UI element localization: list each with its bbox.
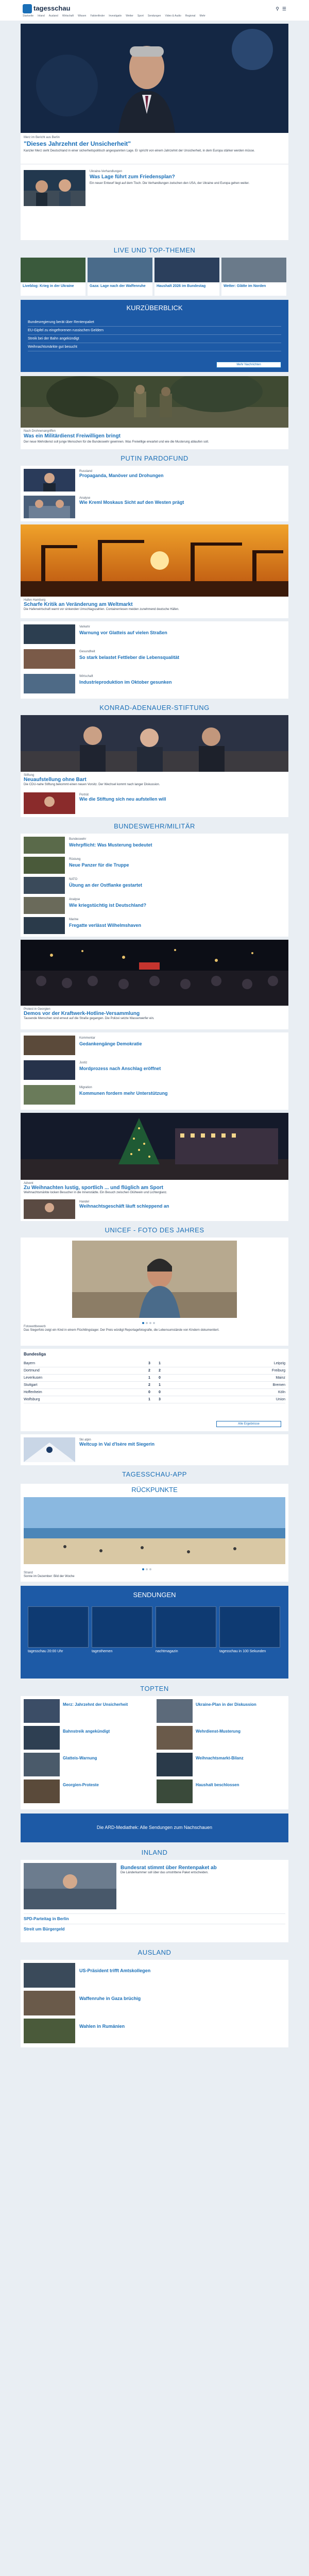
- live-strip: [21, 258, 288, 296]
- list2-title[interactable]: Kommunen fordern mehr Unterstützung: [79, 1091, 168, 1096]
- list2-kicker: Migration: [79, 1086, 92, 1089]
- send-item[interactable]: [219, 1606, 280, 1668]
- port-text: Die Hafenwirtschaft warnt vor sinkenden Umschlagszahlen. Containerriesen meiden zunehmend deutsche Häfen.: [24, 608, 179, 611]
- football-row[interactable]: [24, 1389, 285, 1396]
- live-item[interactable]: [221, 258, 286, 296]
- send-item[interactable]: [28, 1606, 89, 1668]
- sport-news-title[interactable]: Weltcup in Val d'Isère mit Siegerin: [79, 1442, 155, 1447]
- list2-image[interactable]: [24, 1060, 75, 1080]
- banner-text: Die ARD-Mediathek: Alle Sendungen zum Nachschauen: [96, 1825, 213, 1830]
- live-item-title[interactable]: Haushalt 2026 im Bundestag: [157, 284, 206, 288]
- port-card: [21, 524, 288, 618]
- inland-item[interactable]: SPD-Parteitag in Berlin: [24, 1913, 285, 1924]
- send-item[interactable]: [92, 1606, 152, 1668]
- header-icons: [276, 6, 286, 12]
- football-home: Hoffenheim: [24, 1391, 42, 1394]
- bw-list: [21, 834, 288, 937]
- football-home: Stuttgart: [24, 1383, 38, 1387]
- lead2-card: [21, 376, 288, 449]
- football-row[interactable]: [24, 1382, 285, 1389]
- football-ag: 3: [159, 1398, 161, 1401]
- xmas-kicker: Advent: [24, 1182, 33, 1185]
- putin1-image[interactable]: [24, 469, 75, 492]
- kas-sub-title[interactable]: Wie die Stiftung sich neu aufstellen will: [79, 796, 166, 802]
- nav-item[interactable]: Wissen: [78, 14, 87, 18]
- demo-card: [21, 940, 288, 1029]
- rueck-kicker: Strand: [24, 1571, 33, 1574]
- rueck-title: RÜCKPUNKTE: [131, 1486, 178, 1494]
- football-home: Bayern: [24, 1362, 36, 1365]
- send-panel: [21, 1586, 288, 1679]
- topten-image[interactable]: [24, 1726, 60, 1750]
- demo-image[interactable]: [21, 940, 288, 1006]
- xmassub-kicker: Handel: [79, 1200, 90, 1204]
- sport-news: [21, 1434, 288, 1465]
- topten-title[interactable]: Georgien-Proteste: [63, 1783, 99, 1787]
- demo-title[interactable]: Demos vor der Kraftwerk-Hotline-Versammlung: [24, 1011, 140, 1016]
- football-hg: 0: [148, 1391, 150, 1394]
- nav-item[interactable]: Regional: [185, 14, 196, 18]
- kurz-item[interactable]: Bundesregierung berät über Rentenpaket: [28, 318, 281, 327]
- list1-kicker: Verkehr: [79, 625, 90, 629]
- inland-image[interactable]: [24, 1863, 116, 1909]
- kas-image[interactable]: [21, 715, 288, 772]
- rueck-image[interactable]: [24, 1497, 285, 1564]
- kas-text: Die CDU-nahe Stiftung bekommt einen neuen Vorsitz. Der Wechsel kommt nach langer Diskussion.: [24, 783, 160, 786]
- bw-kicker: Analyse: [69, 898, 80, 901]
- xmas-card: [21, 1113, 288, 1221]
- live-section-title: LIVE UND TOP-THEMEN: [113, 246, 196, 254]
- send-image[interactable]: [92, 1606, 152, 1648]
- unicef-section-title: UNICEF - FOTO DES JAHRES: [105, 1226, 204, 1234]
- list1-title[interactable]: So stark belastet Fettleber die Lebensqualität: [79, 655, 180, 660]
- xmassub-title[interactable]: Weihnachtsgeschäft läuft schleppend an: [79, 1204, 169, 1209]
- topten-section-title: TOPTEN: [140, 1685, 169, 1692]
- more-news-button[interactable]: Mehr Nachrichten: [216, 362, 281, 368]
- kas-sub-image[interactable]: [24, 792, 75, 814]
- topten-image[interactable]: [24, 1753, 60, 1776]
- bw-title[interactable]: Neue Panzer für die Truppe: [69, 862, 129, 868]
- nav-item[interactable]: Faktenfinder: [90, 14, 105, 18]
- kas-section-title: KONRAD-ADENAUER-STIFTUNG: [99, 704, 210, 711]
- inland-section-title: INLAND: [141, 1849, 168, 1856]
- send-title-item[interactable]: nachtmagazin: [156, 1650, 178, 1653]
- football-away: Freiburg: [271, 1369, 285, 1372]
- bw-section-title: BUNDESWEHR/MILITÄR: [114, 822, 195, 830]
- ausland-title[interactable]: Wahlen in Rumänien: [79, 2024, 125, 2029]
- bw-image[interactable]: [24, 897, 65, 914]
- topten-image[interactable]: [157, 1780, 193, 1803]
- bw-kicker: Rüstung: [69, 858, 81, 861]
- main-nav: [21, 14, 288, 21]
- search-icon[interactable]: ⚲: [276, 6, 279, 11]
- topten-image[interactable]: [24, 1780, 60, 1803]
- bw-kicker: Bundeswehr: [69, 838, 87, 841]
- list2: [21, 1032, 288, 1110]
- list1-image[interactable]: [24, 674, 75, 693]
- bw-image[interactable]: [24, 837, 65, 854]
- topten-title[interactable]: Bahnstreik angekündigt: [63, 1729, 110, 1734]
- demo-text: Tausende Menschen sind erneut auf die Straße gegangen. Die Polizei setzte Wasserwerfer ein.: [24, 1017, 154, 1020]
- list2-title[interactable]: Mordprozess nach Anschlag eröffnet: [79, 1066, 161, 1071]
- logo-icon: [23, 4, 32, 13]
- football-away: Köln: [278, 1391, 285, 1394]
- topten-image[interactable]: [157, 1726, 193, 1750]
- list2-image[interactable]: [24, 1085, 75, 1105]
- topten-title[interactable]: Merz: Jahrzehnt der Unsicherheit: [63, 1702, 128, 1707]
- xmas-image[interactable]: [21, 1113, 288, 1180]
- live-item-title[interactable]: Wetter: Glätte im Norden: [224, 284, 266, 288]
- football-hg: 1: [148, 1376, 150, 1380]
- putin-section-title: PUTIN PARDOFUND: [121, 454, 188, 462]
- kas-sub-kicker: Porträt: [79, 793, 89, 796]
- inland-lead[interactable]: Bundesrat stimmt über Rentenpaket ab: [121, 1865, 217, 1871]
- football-away: Bremen: [272, 1383, 285, 1387]
- putin-list: [21, 466, 288, 521]
- hero-kicker: Merz im Bericht aus Berlin: [24, 136, 60, 139]
- nav-item[interactable]: Mehr: [199, 14, 205, 18]
- topten-image[interactable]: [157, 1699, 193, 1723]
- xmas-text: Weihnachtsmärkte locken Besucher in die Innenstädte. Ein Besuch zwischen Glühwein und Lichterglanz.: [24, 1191, 167, 1194]
- send-image[interactable]: [28, 1606, 89, 1648]
- football-hg: 2: [148, 1383, 150, 1387]
- top2-title[interactable]: Was Lage führt zum Friedensplan?: [90, 174, 175, 180]
- putin2-kicker: Analyse: [79, 497, 91, 500]
- tagesschau-logo[interactable]: tagesschau: [23, 4, 71, 13]
- football-hg: 3: [148, 1362, 150, 1365]
- send-title-item[interactable]: tagesschau 20:00 Uhr: [28, 1650, 63, 1653]
- xmassub-image[interactable]: [24, 1199, 75, 1219]
- kurz-list: [28, 318, 281, 351]
- nav-item[interactable]: Wirtschaft: [62, 14, 74, 18]
- port-title[interactable]: Scharfe Kritik an Veränderung am Weltmarkt: [24, 602, 133, 607]
- topten-image[interactable]: [24, 1699, 60, 1723]
- nav-item[interactable]: Wetter: [126, 14, 133, 18]
- topten-title[interactable]: Glatteis-Warnung: [63, 1756, 97, 1760]
- live-item-image[interactable]: [21, 258, 85, 282]
- lead2-text: Der neue Wehrdienst soll junge Menschen für die Bundeswehr gewinnen. Was Freiwillige erwartet und wie die Musterung ablaufen soll.: [24, 440, 209, 444]
- list2-image[interactable]: [24, 1036, 75, 1055]
- bw-title[interactable]: Übung an der Ostflanke gestartet: [69, 883, 143, 888]
- topten-title[interactable]: Ukraine-Plan in der Diskussion: [196, 1702, 256, 1707]
- inland-item[interactable]: Streit um Bürgergeld: [24, 1924, 285, 1934]
- nav-item[interactable]: Ausland: [48, 14, 58, 18]
- live-item-title[interactable]: Gaza: Lage nach der Waffenruhe: [90, 284, 146, 288]
- bw-title[interactable]: Wehrpflicht: Was Musterung bedeutet: [69, 842, 152, 848]
- unicef-kicker: Fotowettbewerb: [24, 1325, 46, 1328]
- football-away: Union: [276, 1398, 285, 1401]
- top2-text: Ein neuer Entwurf liegt auf dem Tisch. Die Verhandlungen zwischen den USA, der Ukraine und Europa gehen weiter.: [90, 182, 250, 185]
- send-title-item[interactable]: tagesthemen: [92, 1650, 113, 1653]
- hero-title[interactable]: "Dieses Jahrzehnt der Unsicherheit": [24, 140, 131, 147]
- putin2-image[interactable]: [24, 496, 75, 518]
- xmas-title[interactable]: Zu Weihnachten lustig, sportlich ... und flüglich am Sport: [24, 1185, 163, 1191]
- kurz-panel: [21, 300, 288, 372]
- football-ag: 0: [159, 1376, 161, 1380]
- lead2-image[interactable]: [21, 376, 288, 428]
- site-header: [0, 0, 309, 21]
- kas-card: [21, 715, 288, 817]
- football-ag: 2: [159, 1369, 161, 1372]
- live-item-title[interactable]: Liveblog: Krieg in der Ukraine: [23, 284, 74, 288]
- kas-lead[interactable]: Neuaufstellung ohne Bart: [24, 777, 87, 783]
- unicef-card: [21, 1238, 288, 1346]
- ausland-list: [21, 1960, 288, 2047]
- football-hg: 1: [148, 1398, 150, 1401]
- inland-list: [24, 1913, 285, 1934]
- rueck-card: [21, 1484, 288, 1582]
- list1-kicker: Wirtschaft: [79, 675, 93, 678]
- kurz-item[interactable]: EU-Gipfel zu eingefrorenen russischen Geldern: [28, 327, 281, 335]
- kurz-title: KURZÜBERBLICK: [126, 304, 183, 312]
- football-row[interactable]: [24, 1396, 285, 1403]
- mediathek-banner[interactable]: [21, 1814, 288, 1842]
- football-ag: 1: [159, 1383, 161, 1387]
- putin2-title[interactable]: Wie Kreml Moskaus Sicht auf den Westen prägt: [79, 500, 184, 505]
- send-image[interactable]: [219, 1606, 280, 1648]
- football-title: Bundesliga: [24, 1352, 46, 1357]
- topten-title[interactable]: Haushalt beschlossen: [196, 1783, 239, 1787]
- demo-kicker: Protest in Georgien: [24, 1008, 50, 1011]
- live-item[interactable]: [21, 258, 85, 296]
- ausland-image[interactable]: [24, 2019, 75, 2043]
- list1-title[interactable]: Industrieproduktion im Oktober gesunken: [79, 680, 172, 685]
- football-rows: [24, 1360, 285, 1403]
- lead2-title[interactable]: Was ein Militärdienst Freiwilligen bringt: [24, 433, 121, 439]
- inland-text: Die Länderkammer soll über das umstrittene Paket entscheiden.: [121, 1871, 209, 1874]
- football-home: Dortmund: [24, 1369, 40, 1372]
- ausland-section-title: AUSLAND: [138, 1948, 171, 1956]
- putin1-kicker: Russland: [79, 470, 93, 473]
- live-item[interactable]: [154, 258, 219, 296]
- football-row[interactable]: [24, 1360, 285, 1367]
- football-away: Mainz: [276, 1376, 285, 1380]
- list1-image[interactable]: [24, 649, 75, 669]
- topten-title[interactable]: Wehrdienst-Musterung: [196, 1729, 241, 1734]
- top2-image[interactable]: [24, 170, 85, 206]
- menu-icon[interactable]: ☰: [282, 6, 286, 11]
- live-item[interactable]: [88, 258, 152, 296]
- bw-title[interactable]: Fregatte verlässt Wilhelmshaven: [69, 923, 141, 928]
- sport-news-kicker: Ski alpin: [79, 1438, 91, 1442]
- live-item-image[interactable]: [221, 258, 286, 282]
- hero-card: [21, 24, 288, 240]
- send-image[interactable]: [156, 1606, 216, 1648]
- all-results-button[interactable]: Alle Ergebnisse: [216, 1421, 281, 1427]
- bw-image[interactable]: [24, 857, 65, 874]
- live-item-image[interactable]: [154, 258, 219, 282]
- ausland-title[interactable]: US-Präsident trifft Amtskollegen: [79, 1968, 151, 1973]
- list1-kicker: Gesundheit: [79, 650, 95, 653]
- football-table: [21, 1349, 288, 1431]
- topten-image[interactable]: [157, 1753, 193, 1776]
- list1-title[interactable]: Warnung vor Glatteis auf vielen Straßen: [79, 630, 167, 635]
- topten-title[interactable]: Weihnachtsmarkt-Bilanz: [196, 1756, 244, 1760]
- unicef-image[interactable]: [72, 1241, 237, 1318]
- list1: [21, 621, 288, 699]
- live-item-image[interactable]: [88, 258, 152, 282]
- bw-kicker: NATO: [69, 878, 78, 881]
- football-away: Leipzig: [273, 1362, 285, 1365]
- nav-item[interactable]: Video & Audio: [165, 14, 181, 18]
- ausland-image[interactable]: [24, 1963, 75, 1988]
- football-row[interactable]: [24, 1367, 285, 1375]
- rueck-caption: Sonne im Dezember: Bild der Woche: [24, 1575, 75, 1578]
- list2-title[interactable]: Gedankengänge Demokratie: [79, 1041, 142, 1046]
- football-ag: 0: [159, 1391, 161, 1394]
- bw-image[interactable]: [24, 877, 65, 894]
- hero-image[interactable]: [21, 24, 288, 133]
- kas-kicker: Stiftung: [24, 774, 35, 777]
- nav-item[interactable]: Sendungen: [147, 14, 161, 18]
- topten-grid: [21, 1696, 288, 1809]
- ausland-title[interactable]: Waffenruhe in Gaza brüchig: [79, 1996, 141, 2001]
- nav-item[interactable]: Sport: [137, 14, 144, 18]
- send-title: SENDUNGEN: [133, 1591, 176, 1599]
- kurz-item[interactable]: Weihnachtsmärkte gut besucht: [28, 343, 281, 351]
- send-item[interactable]: [156, 1606, 216, 1668]
- ausland-image[interactable]: [24, 1991, 75, 2015]
- list1-image[interactable]: [24, 624, 75, 644]
- bw-title[interactable]: Wie kriegstüchtig ist Deutschland?: [69, 903, 146, 908]
- unicef-caption: Das Siegerfoto zeigt ein Kind in einem Flüchtlingslager. Der Preis würdigt Reportagefotografie, die Lebensumstände von Kindern dokumentiert.: [24, 1329, 219, 1332]
- sport-news-image[interactable]: [24, 1437, 75, 1462]
- nav-item[interactable]: Investigativ: [109, 14, 122, 18]
- list2-kicker: Kommentar: [79, 1037, 96, 1040]
- send-title-item[interactable]: tagesschau in 100 Sekunden: [219, 1650, 266, 1653]
- kurz-item[interactable]: Streik bei der Bahn angekündigt: [28, 335, 281, 343]
- list2-kicker: Justiz: [79, 1061, 88, 1064]
- football-home: Wolfsburg: [24, 1398, 40, 1401]
- hero-text: Kanzler Merz sieht Deutschland in einer sicherheitspolitisch angespannten Lage. Er spricht von einem Jahrzehnt der Unsicherheit, in dem Europa stärker werden müsse.: [24, 149, 255, 152]
- port-image[interactable]: [21, 524, 288, 597]
- port-kicker: Hafen Hamburg: [24, 599, 46, 602]
- football-ag: 1: [159, 1362, 161, 1365]
- nav-item[interactable]: Inland: [38, 14, 45, 18]
- football-row[interactable]: [24, 1375, 285, 1382]
- bw-kicker: Marine: [69, 918, 79, 921]
- putin1-title[interactable]: Propaganda, Manöver und Drohungen: [79, 473, 164, 478]
- top2-kicker: Ukraine-Verhandlungen: [90, 170, 123, 173]
- football-hg: 2: [148, 1369, 150, 1372]
- nav-item[interactable]: Startseite: [23, 14, 34, 18]
- inland-card: [21, 1860, 288, 1942]
- lead2-kicker: Nach Drohnenangriffen: [24, 430, 56, 433]
- football-home: Leverkusen: [24, 1376, 43, 1380]
- bw-image[interactable]: [24, 917, 65, 934]
- app-section-title: TAGESSCHAU-APP: [122, 1470, 187, 1478]
